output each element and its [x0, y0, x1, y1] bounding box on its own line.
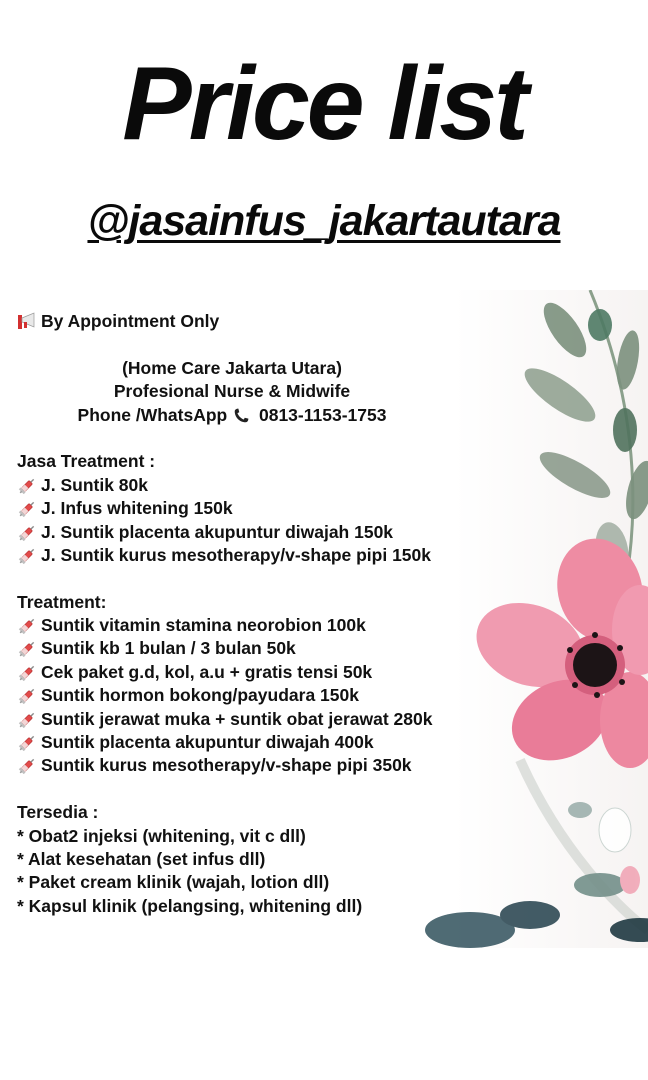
syringe-icon: [17, 756, 39, 774]
list-item: Suntik hormon bokong/payudara 150k: [17, 684, 487, 707]
list-item: * Alat kesehatan (set infus dll): [17, 848, 266, 869]
page-title: Price list: [122, 46, 526, 162]
header-line-1: (Home Care Jakarta Utara): [122, 357, 342, 378]
list-item: J. Suntik placenta akupuntur diwajah 150k: [17, 521, 487, 544]
list-item: Suntik kb 1 bulan / 3 bulan 50k: [17, 637, 487, 660]
syringe-icon: [17, 476, 39, 494]
list-item: * Kapsul klinik (pelangsing, whitening dll): [17, 895, 363, 916]
megaphone-icon: [17, 312, 39, 330]
phone-number: 0813-1153-1753: [258, 404, 387, 425]
phone-line: [17, 404, 447, 427]
treatment-heading: Treatment:: [17, 591, 107, 612]
syringe-icon: [17, 523, 39, 541]
syringe-icon: [17, 663, 39, 681]
phone-icon: [232, 406, 252, 424]
list-item: * Paket cream klinik (wajah, lotion dll): [17, 872, 330, 893]
syringe-icon: [17, 733, 39, 751]
syringe-icon: [17, 546, 39, 564]
price-list-content: [17, 310, 487, 918]
list-item: * Obat2 injeksi (whitening, vit c dll): [17, 825, 306, 846]
price-card: [0, 290, 648, 948]
notice-text: By Appointment Only: [41, 311, 220, 331]
list-item: Suntik jerawat muka + suntik obat jerawat 280k: [17, 708, 487, 731]
phone-label: Phone /WhatsApp: [77, 404, 228, 425]
list-item: J. Suntik kurus mesotherapy/v-shape pipi 150k: [17, 544, 487, 567]
jasa-treatment-heading: Jasa Treatment :: [17, 451, 156, 472]
instagram-handle: @jasainfus_jakartautara: [87, 197, 561, 245]
syringe-icon: [17, 710, 39, 728]
syringe-icon: [17, 686, 39, 704]
list-item: J. Suntik 80k: [17, 474, 487, 497]
syringe-icon: [17, 639, 39, 657]
header-line-2: Profesional Nurse & Midwife: [113, 381, 351, 402]
syringe-icon: [17, 616, 39, 634]
list-item: Suntik kurus mesotherapy/v-shape pipi 350k: [17, 754, 487, 777]
tersedia-heading: Tersedia :: [17, 802, 99, 823]
syringe-icon: [17, 499, 39, 517]
list-item: Suntik placenta akupuntur diwajah 400k: [17, 731, 487, 754]
list-item: J. Infus whitening 150k: [17, 497, 487, 520]
bottom-whitespace: [0, 948, 648, 1080]
list-item: Suntik vitamin stamina neorobion 100k: [17, 614, 487, 637]
notice-line: [17, 310, 487, 333]
list-item: Cek paket g.d, kol, a.u + gratis tensi 50k: [17, 661, 487, 684]
